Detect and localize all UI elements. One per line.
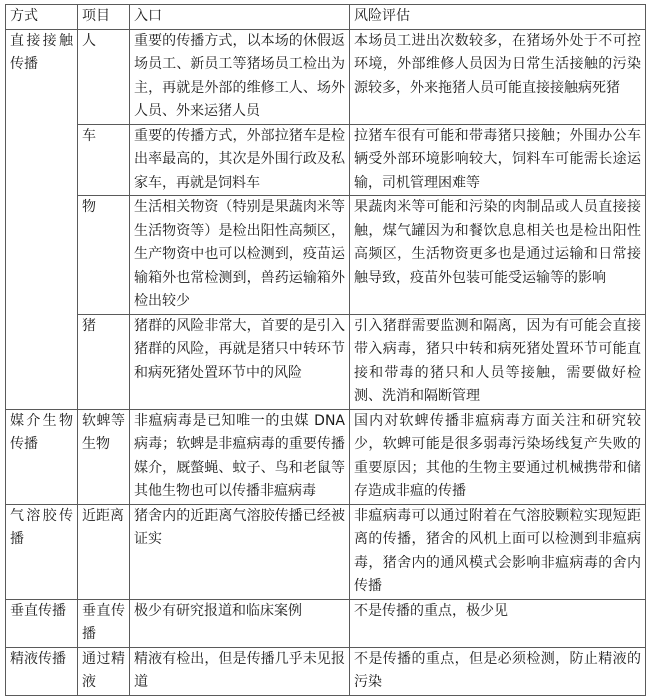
risk-cell: 拉猪车很有可能和带毒猪只接触；外围办公车辆受外部环境影响较大，饲料车可能需长途运输，司机管理困难等 xyxy=(350,124,646,196)
entry-cell: 猪舍内的近距离气溶胶传播已经被证实 xyxy=(130,504,350,599)
header-entry: 入口 xyxy=(130,5,350,30)
table-row xyxy=(6,314,646,409)
method-cell: 直接接触传播 xyxy=(6,29,78,409)
item-cell: 近距离 xyxy=(78,504,130,599)
table-row xyxy=(6,504,646,599)
risk-cell: 国内对软蜱传播非瘟病毒方面关注和研究较少，软蜱可能是很多弱毒污染场线复产失败的重要原因；其他的生物主要通过机械携带和储存造成非瘟的传播 xyxy=(350,409,646,504)
risk-cell: 非瘟病毒可以通过附着在气溶胶颗粒实现短距离的传播，猪舍的风机上面可以检测到非瘟病毒，猪舍内的通风模式会影响非瘟病毒的舍内传播 xyxy=(350,504,646,599)
table-row xyxy=(6,647,646,695)
method-cell: 垂直传播 xyxy=(6,599,78,647)
entry-cell: 生活相关物资（特别是果蔬肉米等生活物资等）是检出阳性高频区，生产物资中也可以检测到，疫苗运输箱外也常检测到，兽药运输箱外检出较少 xyxy=(130,196,350,315)
method-cell: 精液传播 xyxy=(6,647,78,695)
table-row xyxy=(6,599,646,647)
table-row xyxy=(6,29,646,124)
entry-cell: 重要的传播方式，以本场的休假返场员工、新员工等猪场员工检出为主，再就是外部的维修工人、场外人员、外来运猪人员 xyxy=(130,29,350,124)
header-risk: 风险评估 xyxy=(350,5,646,30)
header-row xyxy=(6,5,646,30)
header-item: 项目 xyxy=(78,5,130,30)
item-cell: 车 xyxy=(78,124,130,196)
risk-cell: 不是传播的重点，但是必须检测，防止精液的污染 xyxy=(350,647,646,695)
risk-cell: 不是传播的重点，极少见 xyxy=(350,599,646,647)
table-row xyxy=(6,196,646,315)
table-row xyxy=(6,124,646,196)
item-cell: 通过精液 xyxy=(78,647,130,695)
method-cell: 媒介生物传播 xyxy=(6,409,78,504)
item-cell: 物 xyxy=(78,196,130,315)
risk-cell: 果蔬肉米等可能和污染的肉制品或人员直接接触，煤气罐因为和餐饮息息相关也是检出阳性高频区，生活物资更多也是通过运输和日常接触导致，疫苗外包装可能受运输等的影响 xyxy=(350,196,646,315)
entry-cell: 非瘟病毒是已知唯一的虫媒 DNA 病毒；软蜱是非瘟病毒的重要传播媒介，厩螫蝇、蚊子、鸟和老鼠等其他生物也可以传播非瘟病毒 xyxy=(130,409,350,504)
header-method: 方式 xyxy=(6,5,78,30)
entry-cell: 猪群的风险非常大，首要的是引入猪群的风险，再就是猪只中转环节和病死猪处置环节中的风险 xyxy=(130,314,350,409)
entry-cell: 极少有研究报道和临床案例 xyxy=(130,599,350,647)
entry-cell: 精液有检出，但是传播几乎未见报道 xyxy=(130,647,350,695)
table-row xyxy=(6,409,646,504)
item-cell: 软蜱等生物 xyxy=(78,409,130,504)
risk-cell: 引入猪群需要监测和隔离，因为有可能会直接带入病毒，猪只中转和病死猪处置环节可能直接和带毒的猪只和人员等接触，需要做好检测、洗消和隔断管理 xyxy=(350,314,646,409)
item-cell: 猪 xyxy=(78,314,130,409)
method-cell: 气溶胶传播 xyxy=(6,504,78,599)
risk-table xyxy=(5,4,646,696)
risk-cell: 本场员工进出次数较多，在猪场外处于不可控环境，外部维修人员因为日常生活接触的污染源较多，外来拖猪人员可能直接接触病死猪 xyxy=(350,29,646,124)
item-cell: 人 xyxy=(78,29,130,124)
entry-cell: 重要的传播方式，外部拉猪车是检出率最高的，其次是外围行政及私家车，再就是饲料车 xyxy=(130,124,350,196)
item-cell: 垂直传播 xyxy=(78,599,130,647)
